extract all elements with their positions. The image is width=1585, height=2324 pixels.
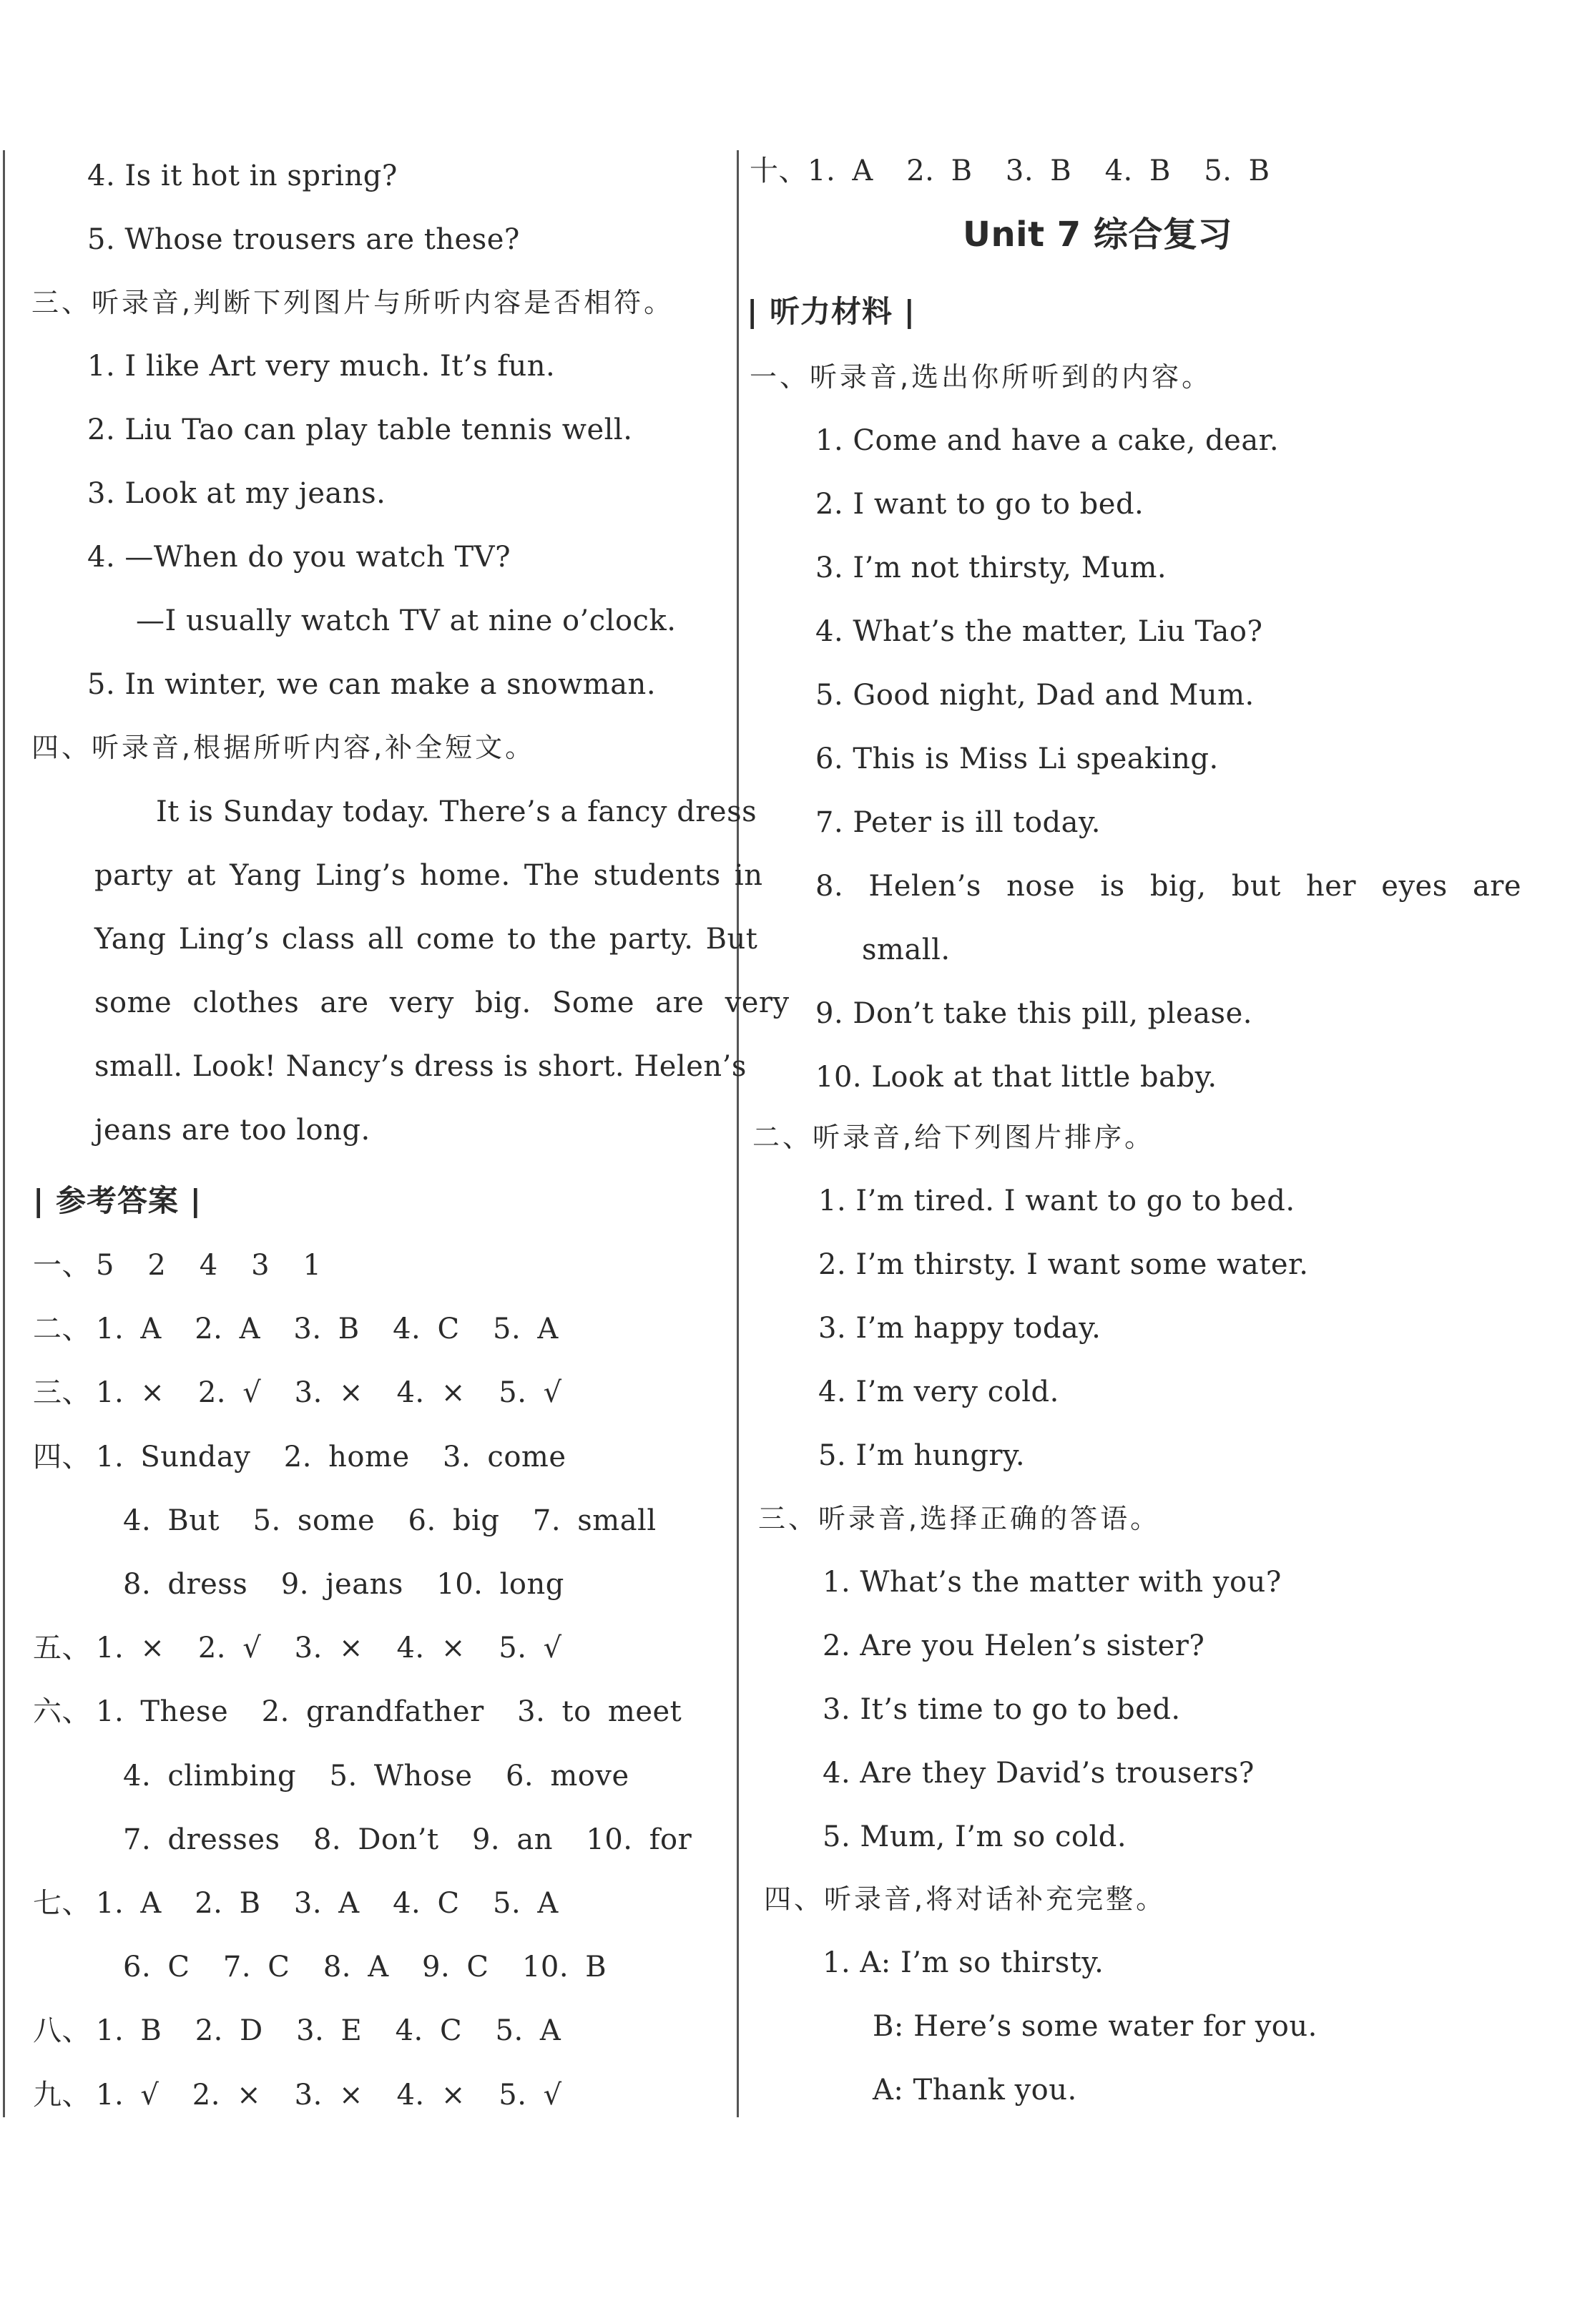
answer-label: 五、	[33, 1632, 91, 1664]
answer-label: 八、	[33, 2014, 91, 2047]
left-margin-rule	[3, 150, 5, 2117]
answer-label: 一、	[33, 1249, 91, 1282]
question-line: 3. I’m happy today.	[818, 1312, 1101, 1345]
question-line: 8. Helen’s nose is big, but her eyes are	[815, 870, 1522, 903]
answer-text: 1. √ 2. × 3. × 4. × 5. √	[96, 2079, 562, 2112]
answer-label: 七、	[33, 1887, 91, 1920]
answer-row	[33, 1503, 657, 1539]
answer-text: 7. dresses 8. Don’t 9. an 10. for	[123, 1823, 692, 1856]
question-line: 5. Good night, Dad and Mum.	[815, 679, 1255, 712]
question-line: 4. —When do you watch TV?	[87, 541, 511, 574]
answer-row	[33, 2013, 561, 2049]
section-title: 四、听录音,根据所听内容,补全短文。	[31, 732, 536, 763]
question-line: 10. Look at that little baby.	[815, 1061, 1217, 1094]
question-line: 1. A: I’m so thirsty.	[823, 1946, 1104, 1979]
paragraph-line: It is Sunday today. There’s a fancy dress	[156, 795, 757, 828]
question-line: B: Here’s some water for you.	[873, 2010, 1317, 2043]
question-line: 9. Don’t take this pill, please.	[815, 997, 1252, 1030]
answer-label: 十、	[750, 155, 808, 187]
answer-row	[33, 1567, 564, 1602]
answer-row	[33, 2077, 562, 2113]
question-line: 4. I’m very cold.	[818, 1376, 1059, 1408]
question-line: 3. Look at my jeans.	[87, 477, 386, 510]
section-title: 二、听录音,给下列图片排序。	[752, 1122, 1155, 1153]
answer-text: 1. A 2. A 3. B 4. C 5. A	[96, 1313, 559, 1345]
answer-row	[33, 1375, 562, 1411]
answer-text: 4. climbing 5. Whose 6. move	[123, 1760, 629, 1793]
question-line: 2. I want to go to bed.	[815, 488, 1144, 521]
answer-text: 1. A 2. B 3. A 4. C 5. A	[96, 1887, 559, 1920]
paragraph-line: jeans are too long.	[94, 1114, 371, 1147]
answer-label: 六、	[33, 1695, 91, 1728]
section-title: 三、听录音,判断下列图片与所听内容是否相符。	[31, 287, 674, 318]
answer-row	[33, 1758, 629, 1794]
answer-text: 6. C 7. C 8. A 9. C 10. B	[123, 1951, 607, 1984]
answer-text: 8. dress 9. jeans 10. long	[123, 1568, 564, 1601]
answers-heading: | 参考答案 |	[33, 1183, 202, 1218]
answer-row	[750, 153, 1270, 189]
paragraph-line: party at Yang Ling’s home. The students in	[94, 859, 763, 892]
question-line: 2. Are you Helen’s sister?	[823, 1629, 1205, 1662]
paragraph-line: Yang Ling’s class all come to the party. But	[94, 923, 758, 956]
answer-row	[33, 1694, 682, 1730]
paragraph-line: some clothes are very big. Some are very	[94, 986, 790, 1019]
question-line: 4. Is it hot in spring?	[87, 160, 398, 192]
paragraph-line: small. Look! Nancy’s dress is short. Helen’s	[94, 1050, 747, 1083]
question-line: 5. I’m hungry.	[818, 1439, 1026, 1472]
answer-label: 九、	[33, 2079, 91, 2112]
listening-heading: | 听力材料 |	[747, 294, 916, 329]
answer-row	[33, 1439, 566, 1475]
question-line: 3. I’m not thirsty, Mum.	[815, 551, 1167, 584]
answer-text: 4. But 5. some 6. big 7. small	[123, 1504, 657, 1537]
answer-text: 1. These 2. grandfather 3. to meet	[96, 1695, 682, 1728]
answer-row	[33, 1311, 559, 1347]
answer-text: 1. × 2. √ 3. × 4. × 5. √	[96, 1632, 562, 1664]
question-line: 4. Are they David’s trousers?	[823, 1757, 1255, 1790]
question-line: 5. In winter, we can make a snowman.	[87, 668, 657, 701]
question-line: 1. I like Art very much. It’s fun.	[87, 350, 556, 383]
question-line: 7. Peter is ill today.	[815, 806, 1101, 839]
question-line: —I usually watch TV at nine o’clock.	[136, 604, 677, 637]
question-line: 1. I’m tired. I want to go to bed.	[818, 1185, 1295, 1217]
answer-text: 1. × 2. √ 3. × 4. × 5. √	[96, 1376, 562, 1409]
answer-row	[33, 1630, 562, 1666]
unit-title: Unit 7 综合复习	[963, 215, 1232, 255]
question-line: 1. What’s the matter with you?	[823, 1566, 1282, 1599]
answer-row	[33, 1886, 559, 1921]
section-title: 四、听录音,将对话补充完整。	[764, 1883, 1167, 1915]
section-title: 三、听录音,选择正确的答语。	[758, 1503, 1161, 1534]
question-line: 5. Whose trousers are these?	[87, 223, 520, 256]
question-line: 4. What’s the matter, Liu Tao?	[815, 615, 1263, 648]
answer-text: 5 2 4 3 1	[96, 1249, 322, 1282]
question-line: 1. Come and have a cake, dear.	[815, 424, 1280, 457]
question-line: A: Thank you.	[873, 2074, 1077, 2107]
answer-row	[33, 1247, 321, 1283]
question-line: 2. I’m thirsty. I want some water.	[818, 1248, 1309, 1281]
question-line: small.	[862, 933, 951, 966]
answer-text: 1. B 2. D 3. E 4. C 5. A	[96, 2014, 561, 2047]
answer-label: 四、	[33, 1441, 91, 1474]
answer-label: 二、	[33, 1313, 91, 1345]
answer-text: 1. A 2. B 3. B 4. B 5. B	[808, 155, 1270, 187]
question-line: 5. Mum, I’m so cold.	[823, 1820, 1127, 1853]
question-line: 3. It’s time to go to bed.	[823, 1693, 1181, 1726]
answer-text: 1. Sunday 2. home 3. come	[96, 1441, 566, 1474]
question-line: 2. Liu Tao can play table tennis well.	[87, 413, 633, 446]
column-divider	[737, 150, 739, 2117]
section-title: 一、听录音,选出你所听到的内容。	[750, 361, 1212, 393]
answer-label: 三、	[33, 1376, 91, 1409]
answer-row	[33, 1822, 692, 1858]
answer-row	[33, 1949, 607, 1985]
question-line: 6. This is Miss Li speaking.	[815, 742, 1219, 775]
